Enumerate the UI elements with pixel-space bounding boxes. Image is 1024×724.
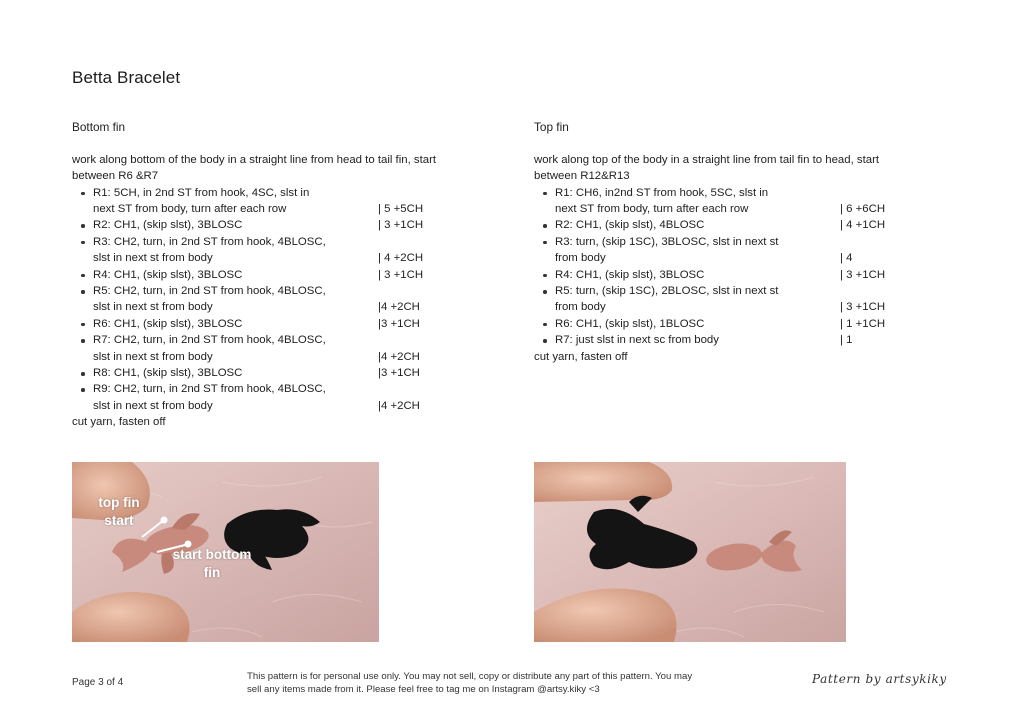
stitch-count: |4 +2CH: [378, 301, 420, 314]
list-item: [72, 267, 452, 283]
row-instruction: R3: CH2, turn, in 2nd ST from hook, 4BLOSC, slst in next st from body: [93, 235, 326, 265]
row-instruction: R9: CH2, turn, in 2nd ST from hook, 4BLOSC, slst in next st from body: [93, 383, 326, 412]
page-title: Betta Bracelet: [72, 68, 181, 87]
stitch-count: | 4 +2CH: [378, 252, 424, 265]
row-instruction: R1: 5CH, in 2nd ST from hook, 4SC, slst in next ST from body, turn after each row: [93, 186, 310, 215]
row-instruction: R4: CH1, (skip slst), 3BLOSC: [555, 268, 705, 281]
stitch-count: |3 +1CH: [378, 317, 420, 330]
stitch-count: |4 +2CH: [378, 350, 420, 363]
row-instruction: R7: CH2, turn, in 2nd ST from hook, 4BLOSC, slst in next st from body: [93, 334, 326, 363]
row-instruction: R6: CH1, (skip slst), 3BLOSC: [93, 317, 243, 330]
list-item: [534, 332, 914, 348]
list-item: [72, 332, 452, 365]
label-start-bottom-fin: start bottom fin: [172, 547, 252, 580]
top-fin-outro: cut yarn, fasten off: [534, 350, 628, 363]
stitch-count: |3 +1CH: [378, 367, 420, 380]
row-instruction: R6: CH1, (skip slst), 1BLOSC: [555, 317, 705, 330]
stitch-count: | 3 +1CH: [840, 268, 886, 281]
stitch-count: | 3 +1CH: [378, 219, 424, 232]
bottom-fin-photo: [72, 462, 379, 642]
row-instruction: R4: CH1, (skip slst), 3BLOSC: [93, 268, 243, 281]
bottom-fin-intro: work along bottom of the body in a straight line from head to tail fin, start between R6 &R7: [72, 153, 437, 183]
top-fin-photo: [534, 462, 846, 642]
stitch-count: | 5 +5CH: [378, 203, 424, 215]
stitch-count: | 4: [840, 252, 853, 265]
row-instruction: R1: CH6, in2nd ST from hook, 5SC, slst in next ST from body, turn after each row: [555, 186, 769, 215]
list-item: [72, 381, 452, 414]
list-item: [72, 283, 452, 316]
signature: Pattern by artsykiky: [812, 672, 947, 686]
stitch-count: | 6 +6CH: [840, 203, 886, 215]
list-item: [534, 283, 914, 316]
list-item: [72, 217, 452, 233]
top-fin-row-list: [534, 185, 914, 349]
list-item: [534, 185, 914, 218]
list-item: [534, 267, 914, 283]
list-item: [534, 217, 914, 233]
page-number: Page 3 of 4: [72, 677, 124, 688]
list-item: [72, 316, 452, 332]
list-item: [72, 234, 452, 267]
photo-illustration: [534, 462, 846, 642]
stitch-count: | 3 +1CH: [840, 301, 886, 314]
bottom-fin-outro: cut yarn, fasten off: [72, 416, 166, 429]
list-item: [534, 234, 914, 267]
bottom-fin-heading: Bottom fin: [72, 120, 126, 134]
stitch-count: | 4 +1CH: [840, 219, 886, 232]
list-item: [72, 365, 452, 381]
footer-disclaimer: This pattern is for personal use only. You may not sell, copy or distribute any part of this pattern. You may sell any items made from it. Please feel free to tag me on Instagram @artsy.kiky <3: [247, 671, 693, 695]
top-fin-section: [534, 119, 914, 365]
stitch-count: |4 +2CH: [378, 399, 420, 412]
row-instruction: R2: CH1, (skip slst), 4BLOSC: [555, 219, 705, 232]
row-instruction: R8: CH1, (skip slst), 3BLOSC: [93, 367, 243, 380]
row-instruction: R5: CH2, turn, in 2nd ST from hook, 4BLOSC, slst in next st from body: [93, 285, 326, 314]
bottom-fin-row-list: [72, 185, 452, 415]
stitch-count: | 1: [840, 334, 853, 347]
finger-top: [534, 462, 672, 502]
row-instruction: R2: CH1, (skip slst), 3BLOSC: [93, 219, 243, 232]
stitch-count: | 3 +1CH: [378, 268, 424, 281]
top-fin-heading: Top fin: [534, 120, 569, 134]
bottom-fin-section: [72, 119, 452, 431]
row-instruction: R5: turn, (skip 1SC), 2BLOSC, slst in next st from body: [555, 285, 779, 314]
list-item: [534, 316, 914, 332]
list-item: [72, 185, 452, 218]
row-instruction: R3: turn, (skip 1SC), 3BLOSC, slst in next st from body: [555, 235, 779, 265]
label-top-fin-start: top fin start: [98, 495, 140, 528]
stitch-count: | 1 +1CH: [840, 317, 886, 330]
top-fin-intro: work along top of the body in a straight line from tail fin to head, start between R12&R13: [534, 153, 880, 183]
row-instruction: R7: just slst in next sc from body: [555, 334, 719, 347]
